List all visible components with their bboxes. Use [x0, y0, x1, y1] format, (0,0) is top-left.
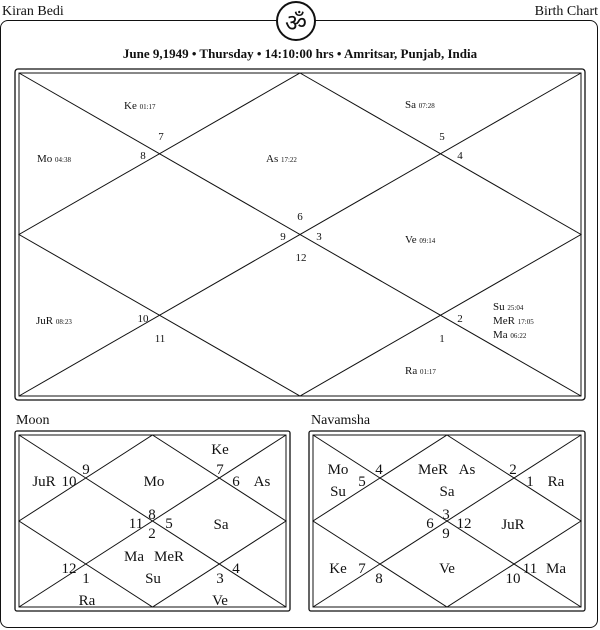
house-number: 9: [442, 526, 450, 542]
planet-ve: Ve: [212, 593, 228, 609]
house-number: 10: [137, 313, 149, 325]
planet-mo: Mo 04:38: [37, 153, 71, 165]
house-number: 6: [232, 474, 240, 490]
house-number: 12: [295, 252, 307, 264]
house-number: 10: [61, 474, 77, 490]
house-number: 8: [375, 571, 383, 587]
planet-mer: MeR 17:05: [493, 315, 534, 327]
house-number: 8: [148, 507, 156, 523]
moon-chart-title: Moon: [16, 413, 50, 428]
planet-mo: Mo: [327, 462, 349, 478]
house-number: 3: [316, 231, 322, 243]
house-number: 1: [526, 474, 534, 490]
planet-su: Su 25:04: [493, 301, 524, 313]
house-number: 2: [509, 462, 517, 478]
house-number: 4: [232, 561, 240, 577]
native-name: Kiran Bedi: [2, 4, 64, 19]
planet-su: Su: [330, 484, 346, 500]
house-number: 4: [457, 150, 463, 162]
planet-as: As: [458, 462, 476, 478]
house-number: 12: [61, 561, 77, 577]
planet-sa: Sa: [213, 517, 229, 533]
planet-mer: MeR: [154, 549, 184, 565]
planet-ke: Ke 01:17: [124, 100, 156, 112]
planet-ke: Ke: [211, 442, 229, 458]
planet-ra: Ra: [547, 474, 565, 490]
house-number: 12: [456, 516, 472, 532]
document-type: Birth Chart: [534, 4, 598, 19]
house-number: 7: [216, 462, 224, 478]
house-number: 7: [358, 561, 366, 577]
planet-ma: Ma: [124, 549, 144, 565]
house-number: 11: [128, 516, 144, 532]
birth-details: June 9,1949 • Thursday • 14:10:00 hrs • Amritsar, Punjab, India: [122, 46, 478, 61]
planet-ke: Ke: [329, 561, 347, 577]
planet-ma: Ma 06:22: [493, 329, 527, 341]
house-number: 3: [216, 571, 224, 587]
house-number: 1: [82, 571, 90, 587]
house-number: 5: [358, 474, 366, 490]
planet-sa: Sa 07:28: [405, 99, 435, 111]
om-symbol-icon: ॐ: [276, 1, 316, 41]
house-number: 2: [457, 313, 463, 325]
navamsha-chart-title: Navamsha: [311, 413, 371, 428]
planet-as: As 17:22: [266, 153, 297, 165]
planet-ra: Ra: [78, 593, 96, 609]
planet-jur: JuR 08:23: [36, 315, 72, 327]
house-number: 4: [375, 462, 383, 478]
planet-su: Su: [145, 571, 161, 587]
house-number: 11: [154, 333, 166, 345]
house-number: 9: [82, 462, 90, 478]
planet-mo: Mo: [143, 474, 165, 490]
planet-mer: MeR: [418, 462, 448, 478]
house-number: 1: [439, 333, 445, 345]
house-number: 10: [505, 571, 521, 587]
house-number: 5: [439, 131, 445, 143]
planet-sa: Sa: [439, 484, 455, 500]
planet-ma: Ma: [546, 561, 566, 577]
house-number: 9: [280, 231, 286, 243]
house-number: 7: [158, 131, 164, 143]
planet-ve: Ve 09:14: [405, 234, 436, 246]
house-number: 6: [297, 211, 303, 223]
planet-ra: Ra 01:17: [405, 365, 436, 377]
house-number: 2: [148, 526, 156, 542]
house-number: 5: [165, 516, 173, 532]
planet-jur: JuR: [32, 474, 56, 490]
planet-as: As: [253, 474, 271, 490]
house-number: 6: [426, 516, 434, 532]
house-number: 3: [442, 507, 450, 523]
planet-jur: JuR: [501, 517, 525, 533]
house-number: 11: [522, 561, 538, 577]
planet-ve: Ve: [439, 561, 455, 577]
house-number: 8: [140, 150, 146, 162]
